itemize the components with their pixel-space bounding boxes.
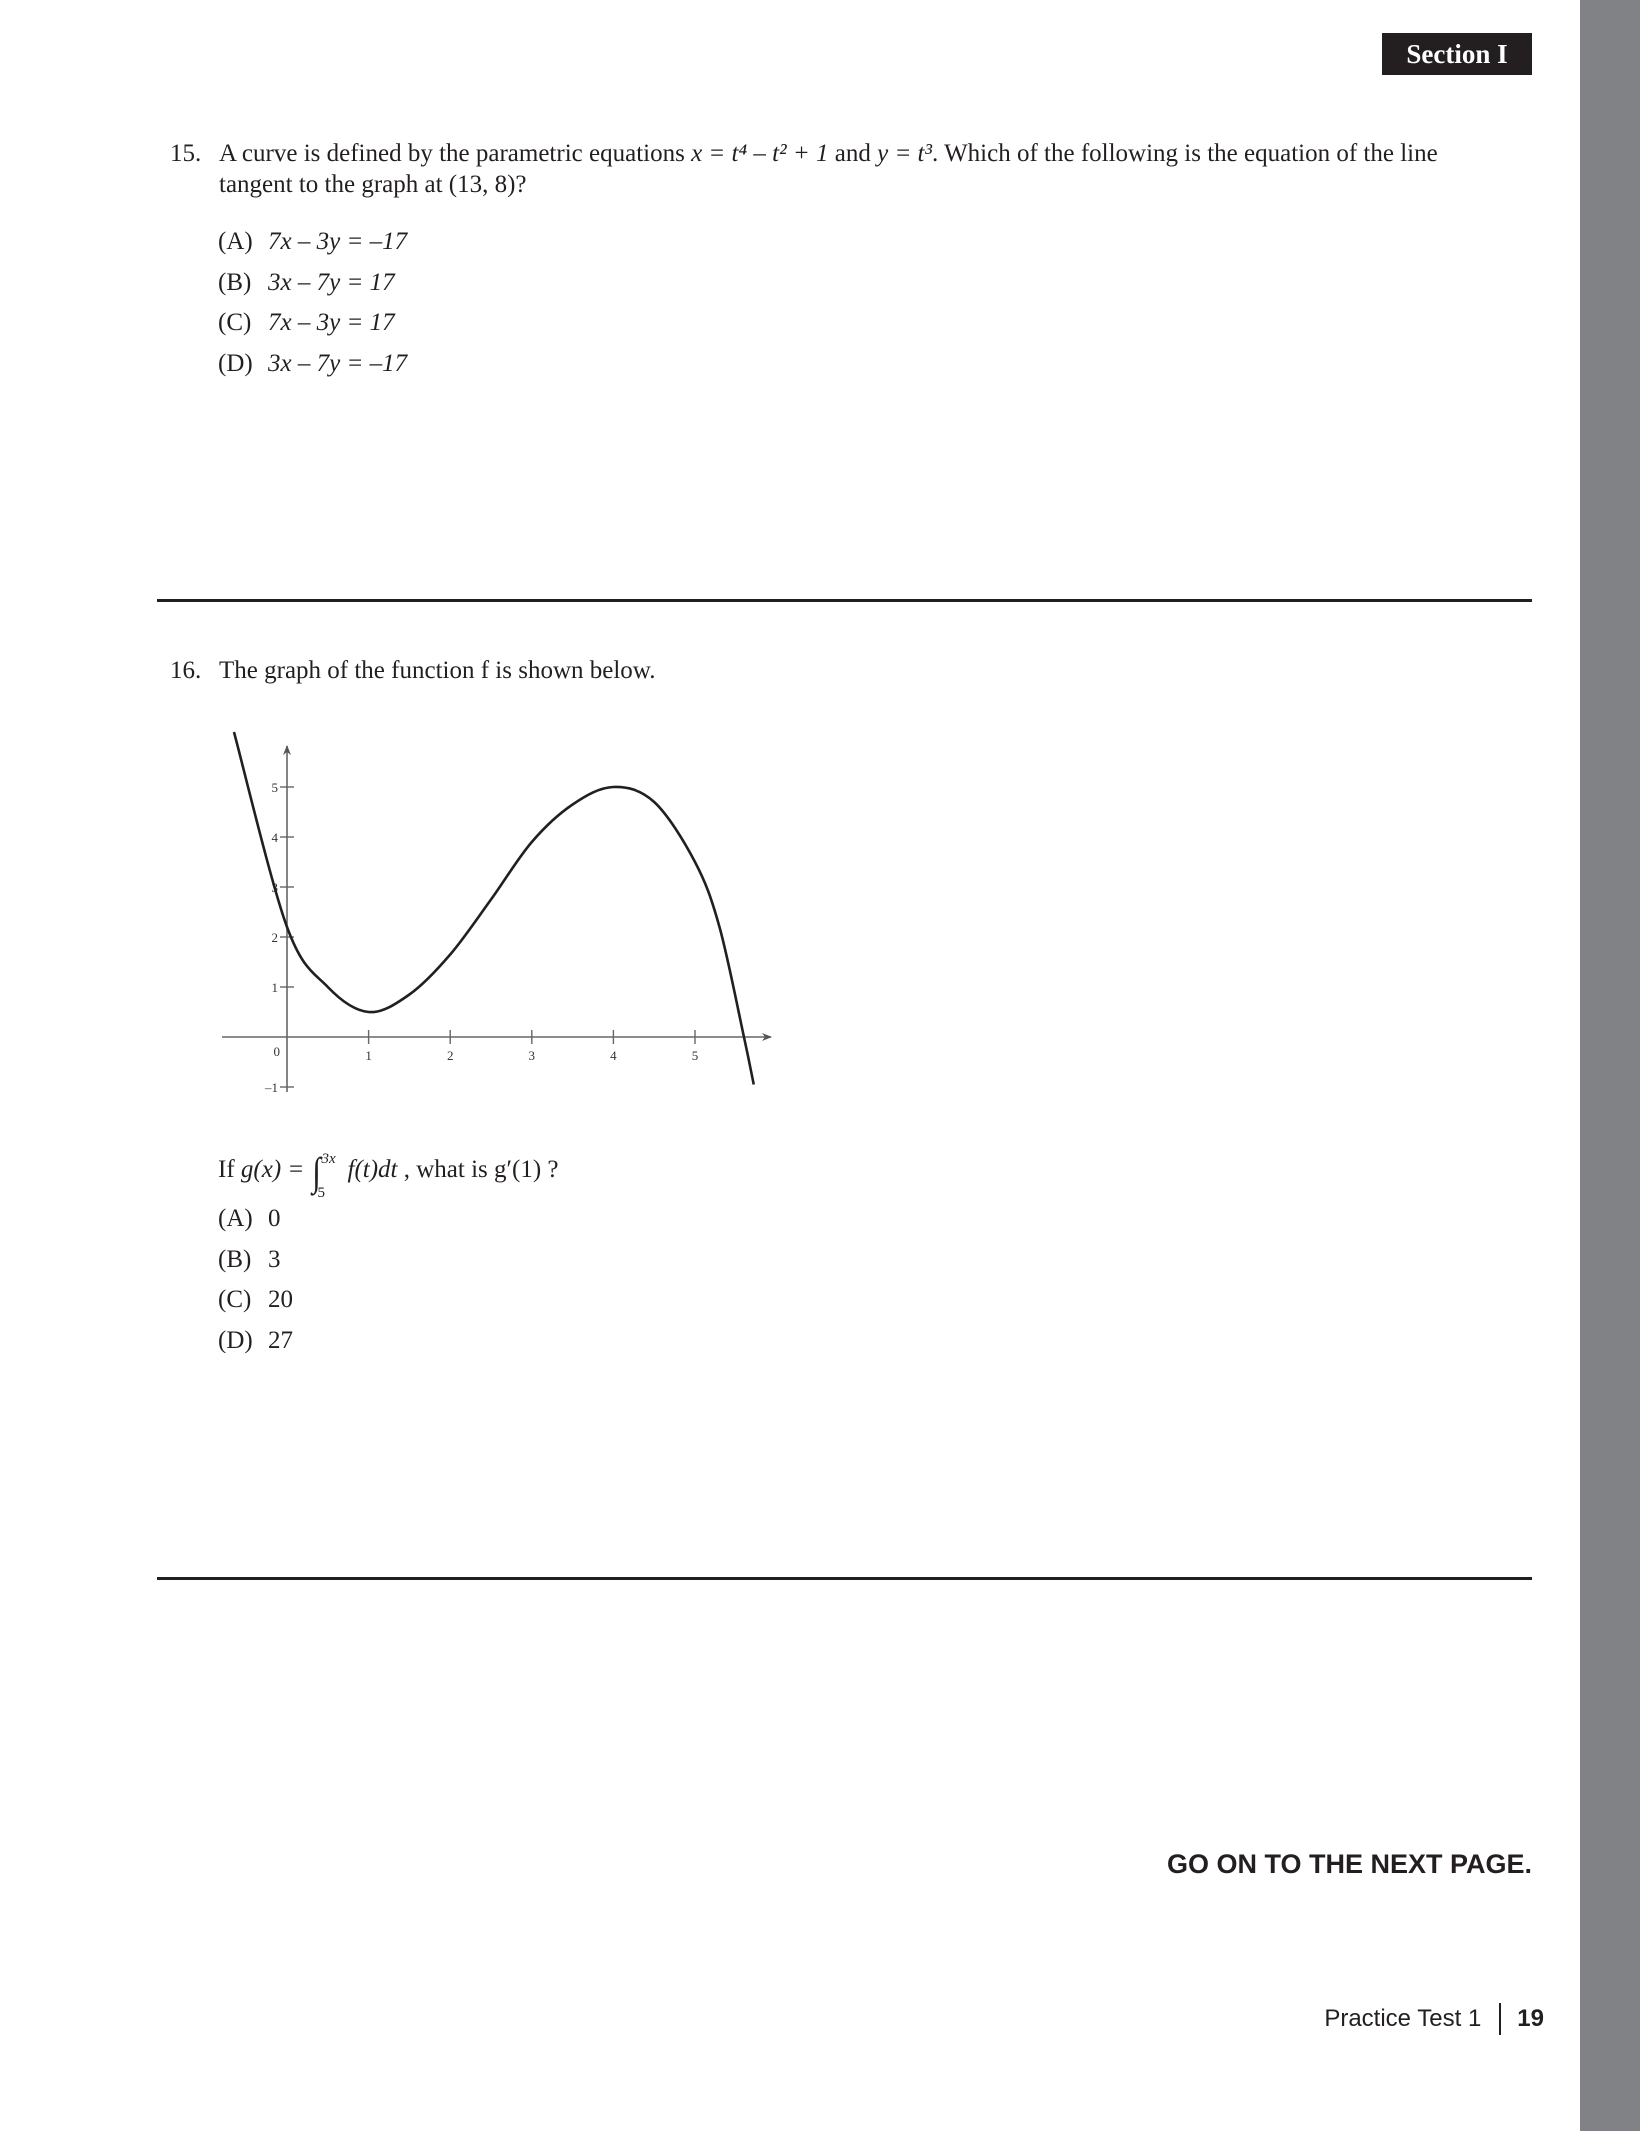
svg-text:0: 0 <box>273 1044 280 1059</box>
answer-option-b[interactable] <box>218 1245 281 1275</box>
option-value: 3x – 7y = –17 <box>268 350 408 377</box>
svg-text:2: 2 <box>446 1048 454 1063</box>
curve-f <box>234 732 754 1085</box>
section-badge: Section I <box>1382 33 1532 75</box>
option-label: (B) <box>218 269 252 296</box>
g-of-x: g(x) = <box>240 1156 305 1183</box>
svg-text:4: 4 <box>271 830 278 845</box>
svg-text:3: 3 <box>271 880 278 895</box>
question-text: The graph of the function f is shown below. <box>219 657 656 684</box>
svg-text:–1: –1 <box>265 1080 278 1095</box>
svg-text:5: 5 <box>271 780 278 795</box>
answer-option-d[interactable] <box>218 1326 293 1356</box>
question-text: A curve is defined by the parametric equations x = t⁴ – t² + 1 and y = t³. Which of the following is the equation of the line <box>219 140 1438 167</box>
equation-x: x = t⁴ – t² + 1 <box>691 140 829 167</box>
svg-text:4: 4 <box>610 1048 617 1063</box>
option-value: 27 <box>268 1327 293 1354</box>
question-divider <box>157 1577 1532 1580</box>
option-label: (D) <box>218 1327 253 1354</box>
axis-tick-labels <box>264 780 698 1095</box>
option-label: (C) <box>218 309 252 336</box>
question-number: 16. <box>170 657 202 684</box>
option-value: 7x – 3y = 17 <box>268 309 395 336</box>
book-title: Practice Test 1 <box>1324 2005 1482 2032</box>
option-label: (A) <box>218 228 253 255</box>
integral-prompt: If g(x) = ∫ 3x 5 f(t)dt , what is g′(1) ? <box>218 1149 559 1201</box>
answer-option-c[interactable] <box>218 1285 293 1315</box>
option-label: (D) <box>218 350 253 377</box>
equation-y: y = t³ <box>877 140 933 167</box>
integral-sign: ∫ <box>311 1149 321 1194</box>
question-number: 15. <box>170 140 202 167</box>
option-label: (A) <box>218 1205 253 1232</box>
integrand: f(t)dt <box>347 1156 398 1183</box>
footer-separator <box>1499 2003 1501 2035</box>
svg-text:2: 2 <box>271 930 278 945</box>
axis-ticks <box>280 787 695 1087</box>
option-label: (C) <box>218 1286 252 1313</box>
option-value: 3 <box>268 1246 281 1273</box>
integral-limits: 3x 5 <box>317 1151 336 1201</box>
page-footer <box>1324 2003 1544 2035</box>
svg-text:1: 1 <box>365 1048 372 1063</box>
option-label: (B) <box>218 1246 252 1273</box>
answer-option-a[interactable] <box>218 1204 281 1234</box>
go-next-page-notice: GO ON TO THE NEXT PAGE. <box>1166 1849 1532 1879</box>
option-value: 20 <box>268 1286 293 1313</box>
option-value: 7x – 3y = –17 <box>268 228 408 255</box>
page-number: 19 <box>1517 2005 1544 2032</box>
svg-text:3: 3 <box>528 1048 536 1063</box>
question-text-line2: tangent to the graph at (13, 8)? <box>219 171 527 198</box>
option-value: 3x – 7y = 17 <box>268 269 395 296</box>
svg-text:5: 5 <box>691 1048 699 1063</box>
option-value: 0 <box>268 1205 281 1232</box>
svg-text:1: 1 <box>271 980 278 995</box>
